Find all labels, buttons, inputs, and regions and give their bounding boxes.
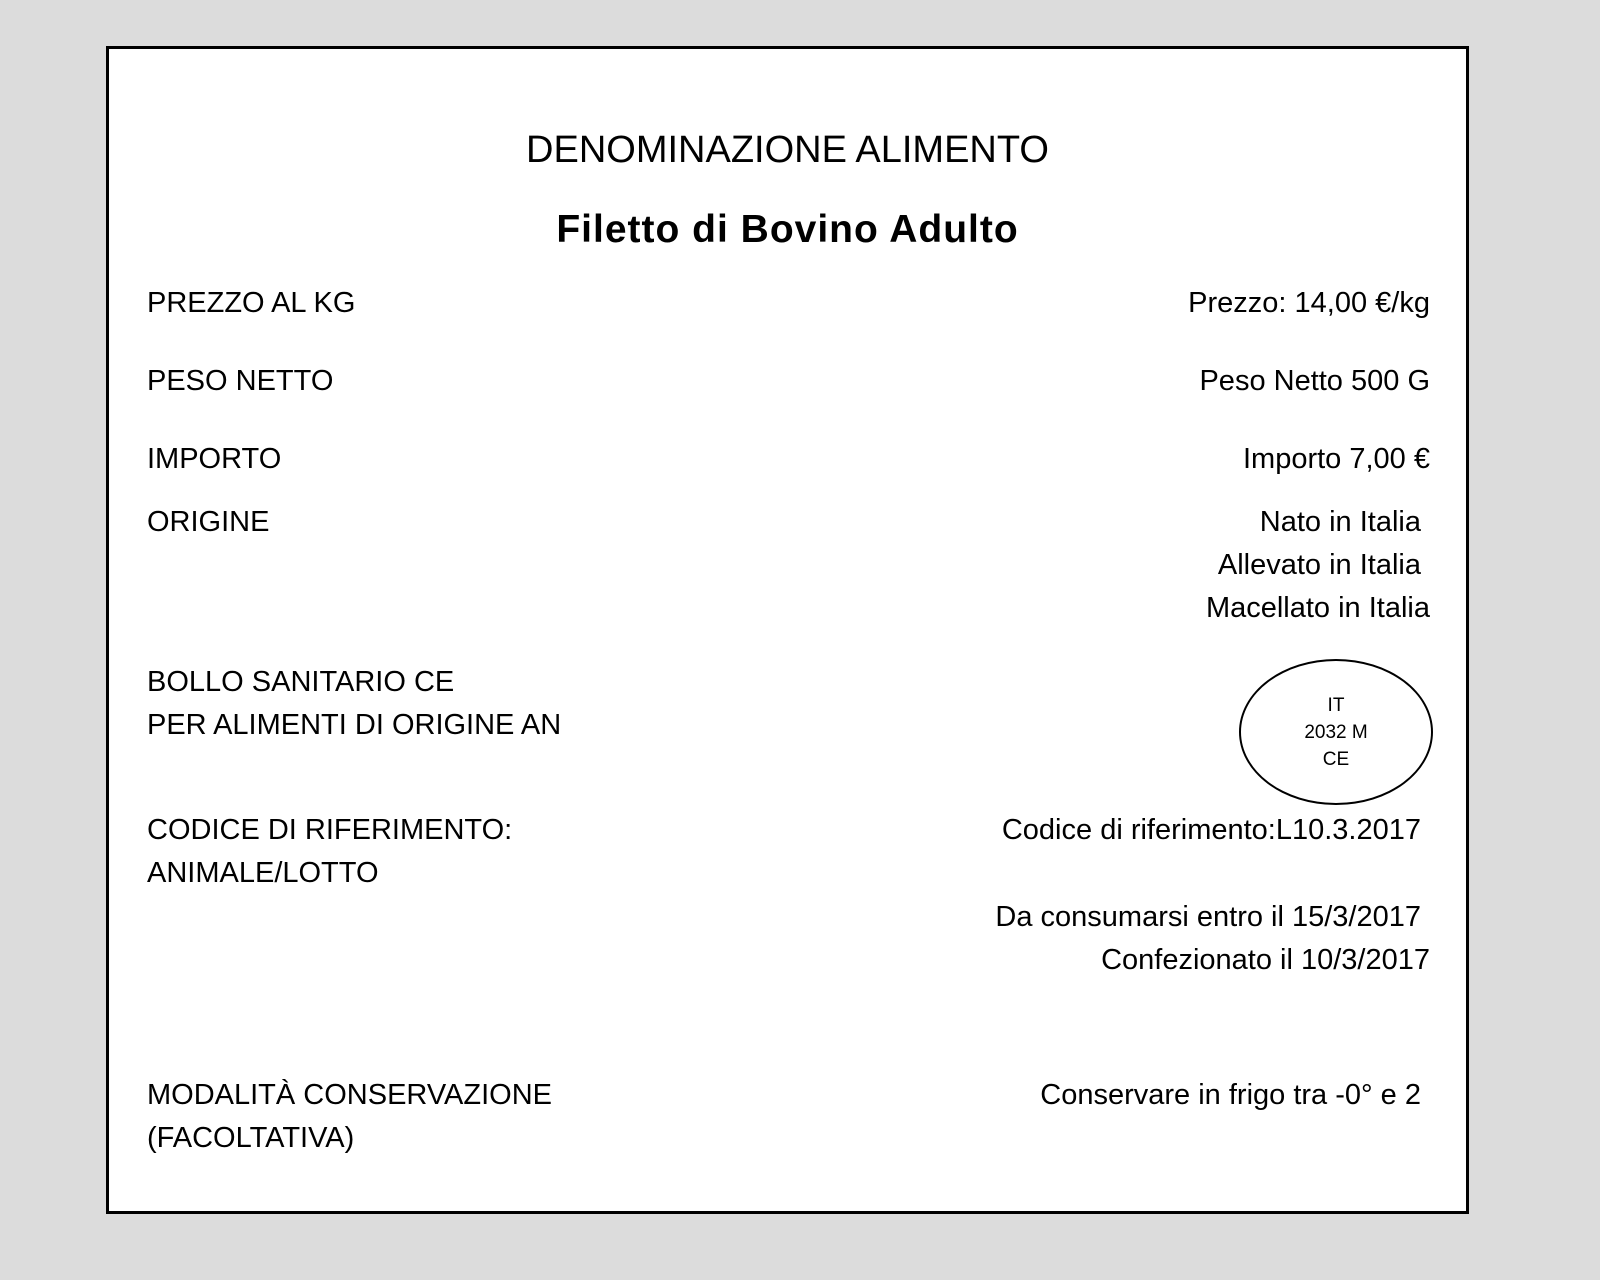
health-mark-label-line2: PER ALIMENTI DI ORIGINE AN bbox=[147, 709, 562, 741]
health-mark-label-line1: BOLLO SANITARIO CE bbox=[147, 666, 455, 698]
label-title: DENOMINAZIONE ALIMENTO bbox=[526, 129, 1049, 171]
weight-label: PESO NETTO bbox=[147, 365, 334, 397]
amount-label: IMPORTO bbox=[147, 443, 282, 475]
reference-label-line2: ANIMALE/LOTTO bbox=[147, 857, 379, 889]
storage-label-line1: MODALITÀ CONSERVAZIONE bbox=[147, 1079, 552, 1111]
origin-slaughtered: Macellato in Italia bbox=[1205, 592, 1430, 624]
packaged-date: Confezionato il 10/3/2017 bbox=[1101, 944, 1430, 976]
reference-label-line1: CODICE DI RIFERIMENTO: bbox=[147, 814, 513, 846]
reference-value: Codice di riferimento:L10.3.2017 bbox=[1001, 814, 1421, 846]
price-label: PREZZO AL KG bbox=[147, 287, 356, 319]
stamp-ce: CE bbox=[1322, 748, 1350, 770]
storage-value: Conservare in frigo tra -0° e 2 bbox=[1040, 1079, 1421, 1111]
weight-value: Peso Netto 500 G bbox=[1199, 365, 1430, 397]
origin-label: ORIGINE bbox=[147, 506, 270, 538]
product-name: Filetto di Bovino Adulto bbox=[556, 208, 1019, 251]
origin-raised: Allevato in Italia bbox=[1217, 549, 1421, 581]
storage-label-line2: (FACOLTATIVA) bbox=[147, 1122, 355, 1154]
origin-born: Nato in Italia bbox=[1259, 506, 1421, 538]
food-label-card bbox=[106, 46, 1469, 1214]
health-mark-stamp bbox=[1239, 659, 1433, 805]
amount-value: Importo 7,00 € bbox=[1243, 443, 1430, 475]
expiry-date: Da consumarsi entro il 15/3/2017 bbox=[995, 901, 1421, 933]
stamp-number: 2032 M bbox=[1304, 721, 1368, 743]
stamp-country: IT bbox=[1327, 694, 1345, 716]
price-value: Prezzo: 14,00 €/kg bbox=[1188, 287, 1430, 319]
